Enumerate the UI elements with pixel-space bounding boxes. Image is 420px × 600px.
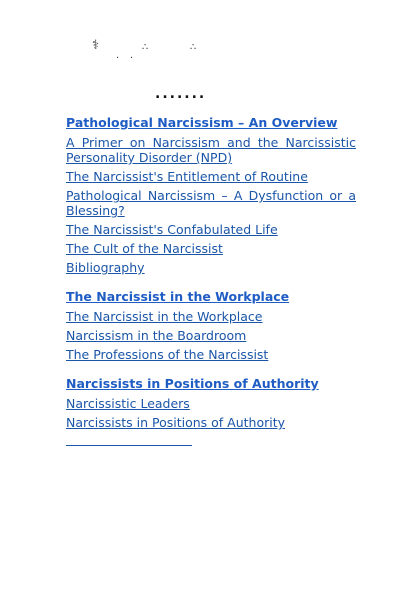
toc-section (66, 289, 356, 362)
cut-off-link-underline[interactable] (66, 445, 192, 447)
toc-link[interactable]: The Cult of the Narcissist (66, 241, 223, 256)
ornament-dot-icon: . (116, 50, 120, 61)
toc-section (66, 115, 356, 275)
toc-section (66, 376, 356, 430)
section-heading-link[interactable]: Narcissists in Positions of Authority (66, 376, 319, 391)
table-of-contents (66, 115, 356, 444)
section-heading-link[interactable]: The Narcissist in the Workplace (66, 289, 290, 304)
toc-link[interactable]: Narcissistic Leaders (66, 396, 190, 411)
toc-link[interactable]: The Narcissist's Entitlement of Routine (66, 169, 308, 184)
toc-link[interactable]: Bibliography (66, 260, 145, 275)
toc-link[interactable]: A Primer on Narcissism and the Narcissistic Personality Disorder (NPD) (66, 135, 356, 165)
toc-link[interactable]: The Narcissist's Confabulated Life (66, 222, 278, 237)
toc-link[interactable]: The Professions of the Narcissist (66, 347, 269, 362)
toc-link[interactable]: Narcissists in Positions of Authority (66, 415, 286, 430)
ornament-figure-icon: ⚕ (92, 38, 100, 53)
toc-link[interactable]: Pathological Narcissism – A Dysfunction or a Blessing? (66, 188, 356, 218)
toc-link[interactable]: Narcissism in the Boardroom (66, 328, 247, 343)
toc-link[interactable]: The Narcissist in the Workplace (66, 309, 263, 324)
ornament-triangle-icon: ∴ (142, 42, 149, 53)
separator-dots: ....... (155, 86, 207, 102)
ornament-dot-icon: . (130, 50, 134, 61)
section-heading-link[interactable]: Pathological Narcissism – An Overview (66, 115, 338, 130)
ornament-triangle-icon: ∴ (190, 42, 197, 53)
header-ornament (92, 38, 222, 60)
